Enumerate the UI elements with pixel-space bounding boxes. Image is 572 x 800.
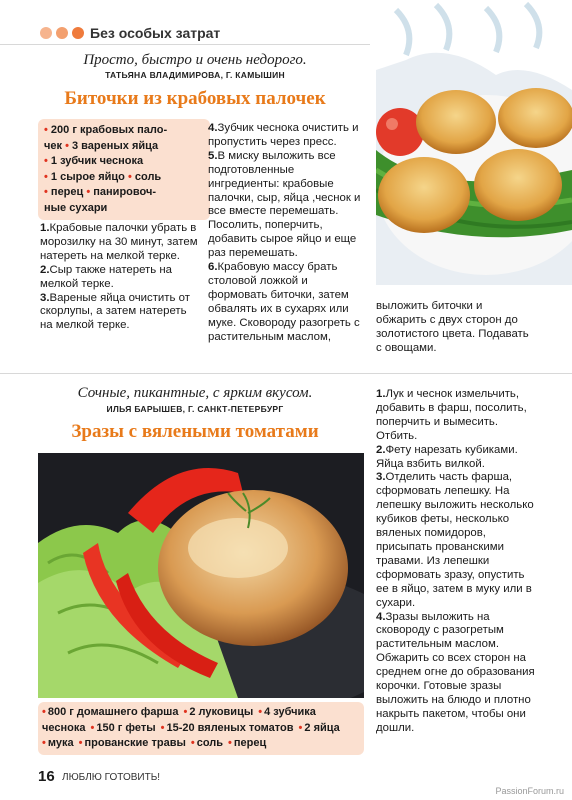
recipe1-title: Биточки из крабовых палочек: [64, 88, 326, 109]
step: 4.Зубчик чеснока очистить и пропустить через пресс.: [208, 122, 359, 148]
section-dots: [40, 27, 84, 39]
ingredient-line: • перец • панировоч-: [44, 186, 156, 198]
step: 2.Фету нарезать кубиками. Яйца взбить вилкой.: [376, 443, 518, 470]
recipe2-author: ИЛЬЯ БАРЫШЕВ, Г. САНКТ-ПЕТЕРБУРГ: [106, 404, 284, 414]
magazine-name: ЛЮБЛЮ ГОТОВИТЬ!: [62, 772, 161, 783]
recipe-divider: [0, 373, 572, 374]
header-divider: [0, 44, 370, 45]
ingredient-line: • 1 сырое яйцо • соль: [44, 170, 162, 183]
step: 3.Отделить часть фарша, сформовать лепешку. На лепешку выложить несколько кубиков феты, несколько вяленых помидоров, присыпать прованскими травами. Из лепешки сформовать зразу, опустить ее в яйцо, затем в муку или в сухари.: [376, 471, 534, 609]
ingredient-line: • 800 г домашнего фарша• 2 луковицы• 4 зубчика: [42, 705, 360, 721]
page-number: 16: [38, 768, 55, 785]
dot-icon: [56, 27, 68, 39]
recipe1-ingredients: [38, 119, 210, 220]
step: 3.Вареные яйца очистить от скорлупы, а затем натереть на мелкой терке.: [40, 291, 190, 332]
recipe2-steps: [376, 388, 538, 736]
ingredient-line: чеснока• 150 г феты• 15-20 вяленых томатов• 2 яйца: [42, 721, 360, 737]
recipe1-steps-col2: [208, 122, 368, 345]
ingredient-line: • 200 г крабовых пало-: [44, 124, 168, 136]
recipe1-tagline: Просто, быстро и очень недорого.: [83, 52, 307, 68]
watermark: PassionForum.ru: [495, 786, 564, 796]
ingredient-line: • мука• прованские травы• соль• перец: [42, 736, 360, 752]
step: выложить биточки и обжарить с двух сторон до золотистого цвета. Подавать с овощами.: [376, 300, 529, 354]
zrazy-photo: [38, 453, 364, 698]
step: 5.В миску выложить все подготовленные ингредиенты: крабовые палочки, сыр, яйца ,чеснок и все вместе перемешать. Посолить, поперчить, добавить сырое яйцо и еще раз перемешать.: [208, 149, 361, 260]
step: 2.Сыр также натереть на мелкой терке.: [40, 263, 172, 290]
step: 1.Крабовые палочки убрать в морозилку на 30 минут, затем натереть на мелкой терке.: [40, 222, 198, 262]
recipe1-author: ТАТЬЯНА ВЛАДИМИРОВА, Г. КАМЫШИН: [105, 70, 285, 80]
recipe1-steps-col1: [40, 222, 198, 333]
step: 1.Лук и чеснок измельчить, добавить в фарш, посолить, поперчить и вымесить. Отбить.: [376, 388, 527, 442]
dot-icon: [72, 27, 84, 39]
crab-patties-photo: [376, 0, 572, 285]
dot-icon: [40, 27, 52, 39]
ingredient-line: чек • 3 вареных яйца: [44, 139, 159, 152]
recipe2-tagline: Сочные, пикантные, с ярким вкусом.: [77, 385, 313, 401]
ingredient-line: • 1 зубчик чеснока: [44, 155, 144, 167]
section-label: Без особых затрат: [90, 25, 221, 41]
step: 6.Крабовую массу брать столовой ложкой и формовать биточки, затем обвалять их в сухарях или муке. Сковороду разогреть с растительным маслом,: [208, 261, 360, 343]
recipe1-steps-col3: [376, 300, 536, 356]
recipe2-title: Зразы с вялеными томатами: [71, 421, 319, 442]
step: 4.Зразы выложить на сковороду с разогретым растительным маслом. Обжарить со всех сторон на среднем огне до образования корочки. Готовые зразы выложить на блюдо и плотно накрыть пакетом, чтобы они дошли.: [376, 610, 535, 734]
ingredient-line: ные сухари: [44, 201, 108, 214]
recipe2-ingredients: [38, 702, 364, 755]
